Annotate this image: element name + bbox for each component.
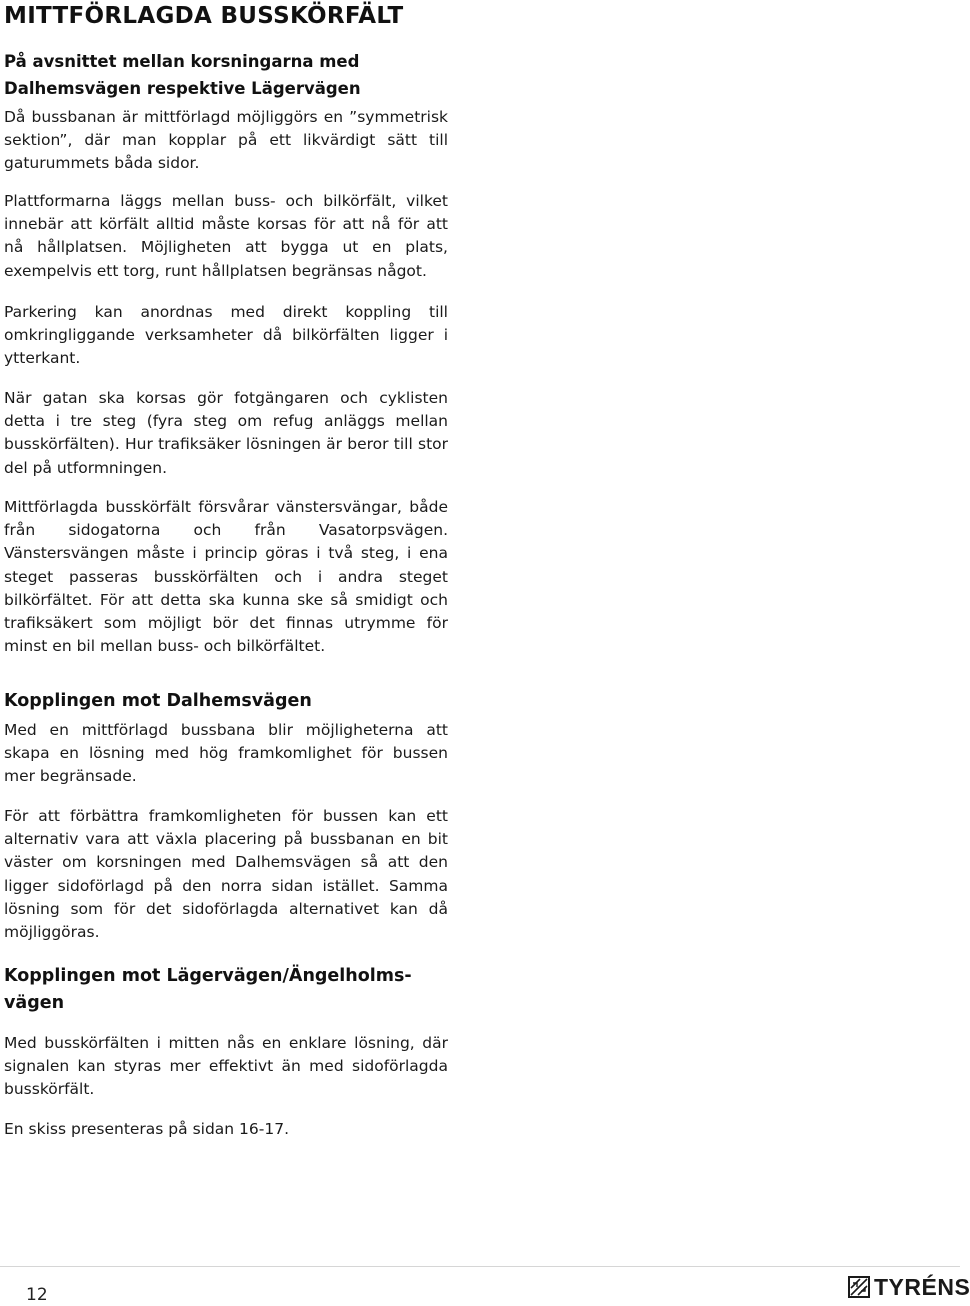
tyrens-logo <box>848 1274 970 1300</box>
main-paragraph-4 <box>4 387 448 480</box>
lead-heading-line-2: Dalhemsvägen respektive Lägervägen <box>4 79 361 98</box>
lead-heading-line-1: På avsnittet mellan korsningarna med <box>4 52 360 71</box>
body-paragraph: En skiss presenteras på sidan 16-17. <box>4 1120 290 1138</box>
body-paragraph: När gatan ska korsas gör fotgängaren och cyklisten detta i tre steg (fyra steg om refug anläggs mellan busskörfälten). Hur trafiksäker lösningen är beror till stor del på utformningen. <box>4 389 448 477</box>
section-dalhemsvagen <box>4 688 448 715</box>
dalhem-paragraph-2 <box>4 805 448 944</box>
intro-section <box>4 48 448 102</box>
body-paragraph: För att förbättra framkomligheten för bussen kan ett alternativ vara att växla placering på bussbanan en bit väster om korsningen med Dalhemsvägen så att den ligger sidoförlagd på den norra sidan istället. Samma lösning som för det sidoförlagda alternativet kan då möjliggöras. <box>4 807 448 942</box>
main-paragraph-2 <box>4 190 448 283</box>
lager-paragraph-2 <box>4 1118 448 1141</box>
body-paragraph: Plattformarna läggs mellan buss- och bilkörfält, vilket innebär att körfält alltid måste korsas för att nå för att nå hållplatsen. Möjligheten att bygga ut en plats, exempelvis ett torg, runt hållplatsen begränsas något. <box>4 192 448 280</box>
section-heading-dalhemsvagen: Kopplingen mot Dalhemsvägen <box>4 691 312 711</box>
main-paragraph-5 <box>4 496 448 658</box>
dalhem-paragraph-1 <box>4 719 448 789</box>
tyrens-logo-mark-icon <box>848 1276 870 1298</box>
section-heading-lagervagen-line-1: Kopplingen mot Lägervägen/Ängelholms- <box>4 966 412 986</box>
section-lagervagen <box>4 963 448 1017</box>
main-paragraph-3 <box>4 301 448 371</box>
body-paragraph: Mittförlagda busskörfält försvårar vänstersvängar, både från sidogatorna och från Vasatorpsvägen. Vänstersvängen måste i princip göras i två steg, i ena steget passeras busskörfälten och i andra steget bilkörfältet. För att detta ska kunna ske så smidigt och trafiksäkert som möjligt bör det finnas utrymme för minst en bil mellan buss- och bilkörfältet. <box>4 498 448 656</box>
section-heading-lagervagen-line-2: vägen <box>4 993 65 1013</box>
logo-text: TYRÉNS <box>874 1274 970 1300</box>
lager-paragraph-1 <box>4 1032 448 1102</box>
body-paragraph: Med en mittförlagd bussbana blir möjligheterna att skapa en lösning med hög framkomlighet för bussen mer begränsade. <box>4 721 448 786</box>
page-title: MITTFÖRLAGDA BUSSKÖRFÄLT <box>4 3 404 29</box>
footer-divider <box>0 1266 960 1267</box>
body-paragraph: Då bussbanan är mittförlagd möjliggörs en ”symmetrisk sektion”, där man kopplar på ett likvärdigt sätt till gaturummets båda sidor. <box>4 108 448 173</box>
body-paragraph: Parkering kan anordnas med direkt koppling till omkringliggande verksamheter då bilkörfälten ligger i ytterkant. <box>4 303 448 368</box>
main-paragraph-1 <box>4 106 448 176</box>
body-paragraph: Med busskörfälten i mitten nås en enklare lösning, där signalen kan styras mer effektivt än med sidoförlagda busskörfält. <box>4 1034 448 1099</box>
page-number: 12 <box>26 1285 48 1305</box>
